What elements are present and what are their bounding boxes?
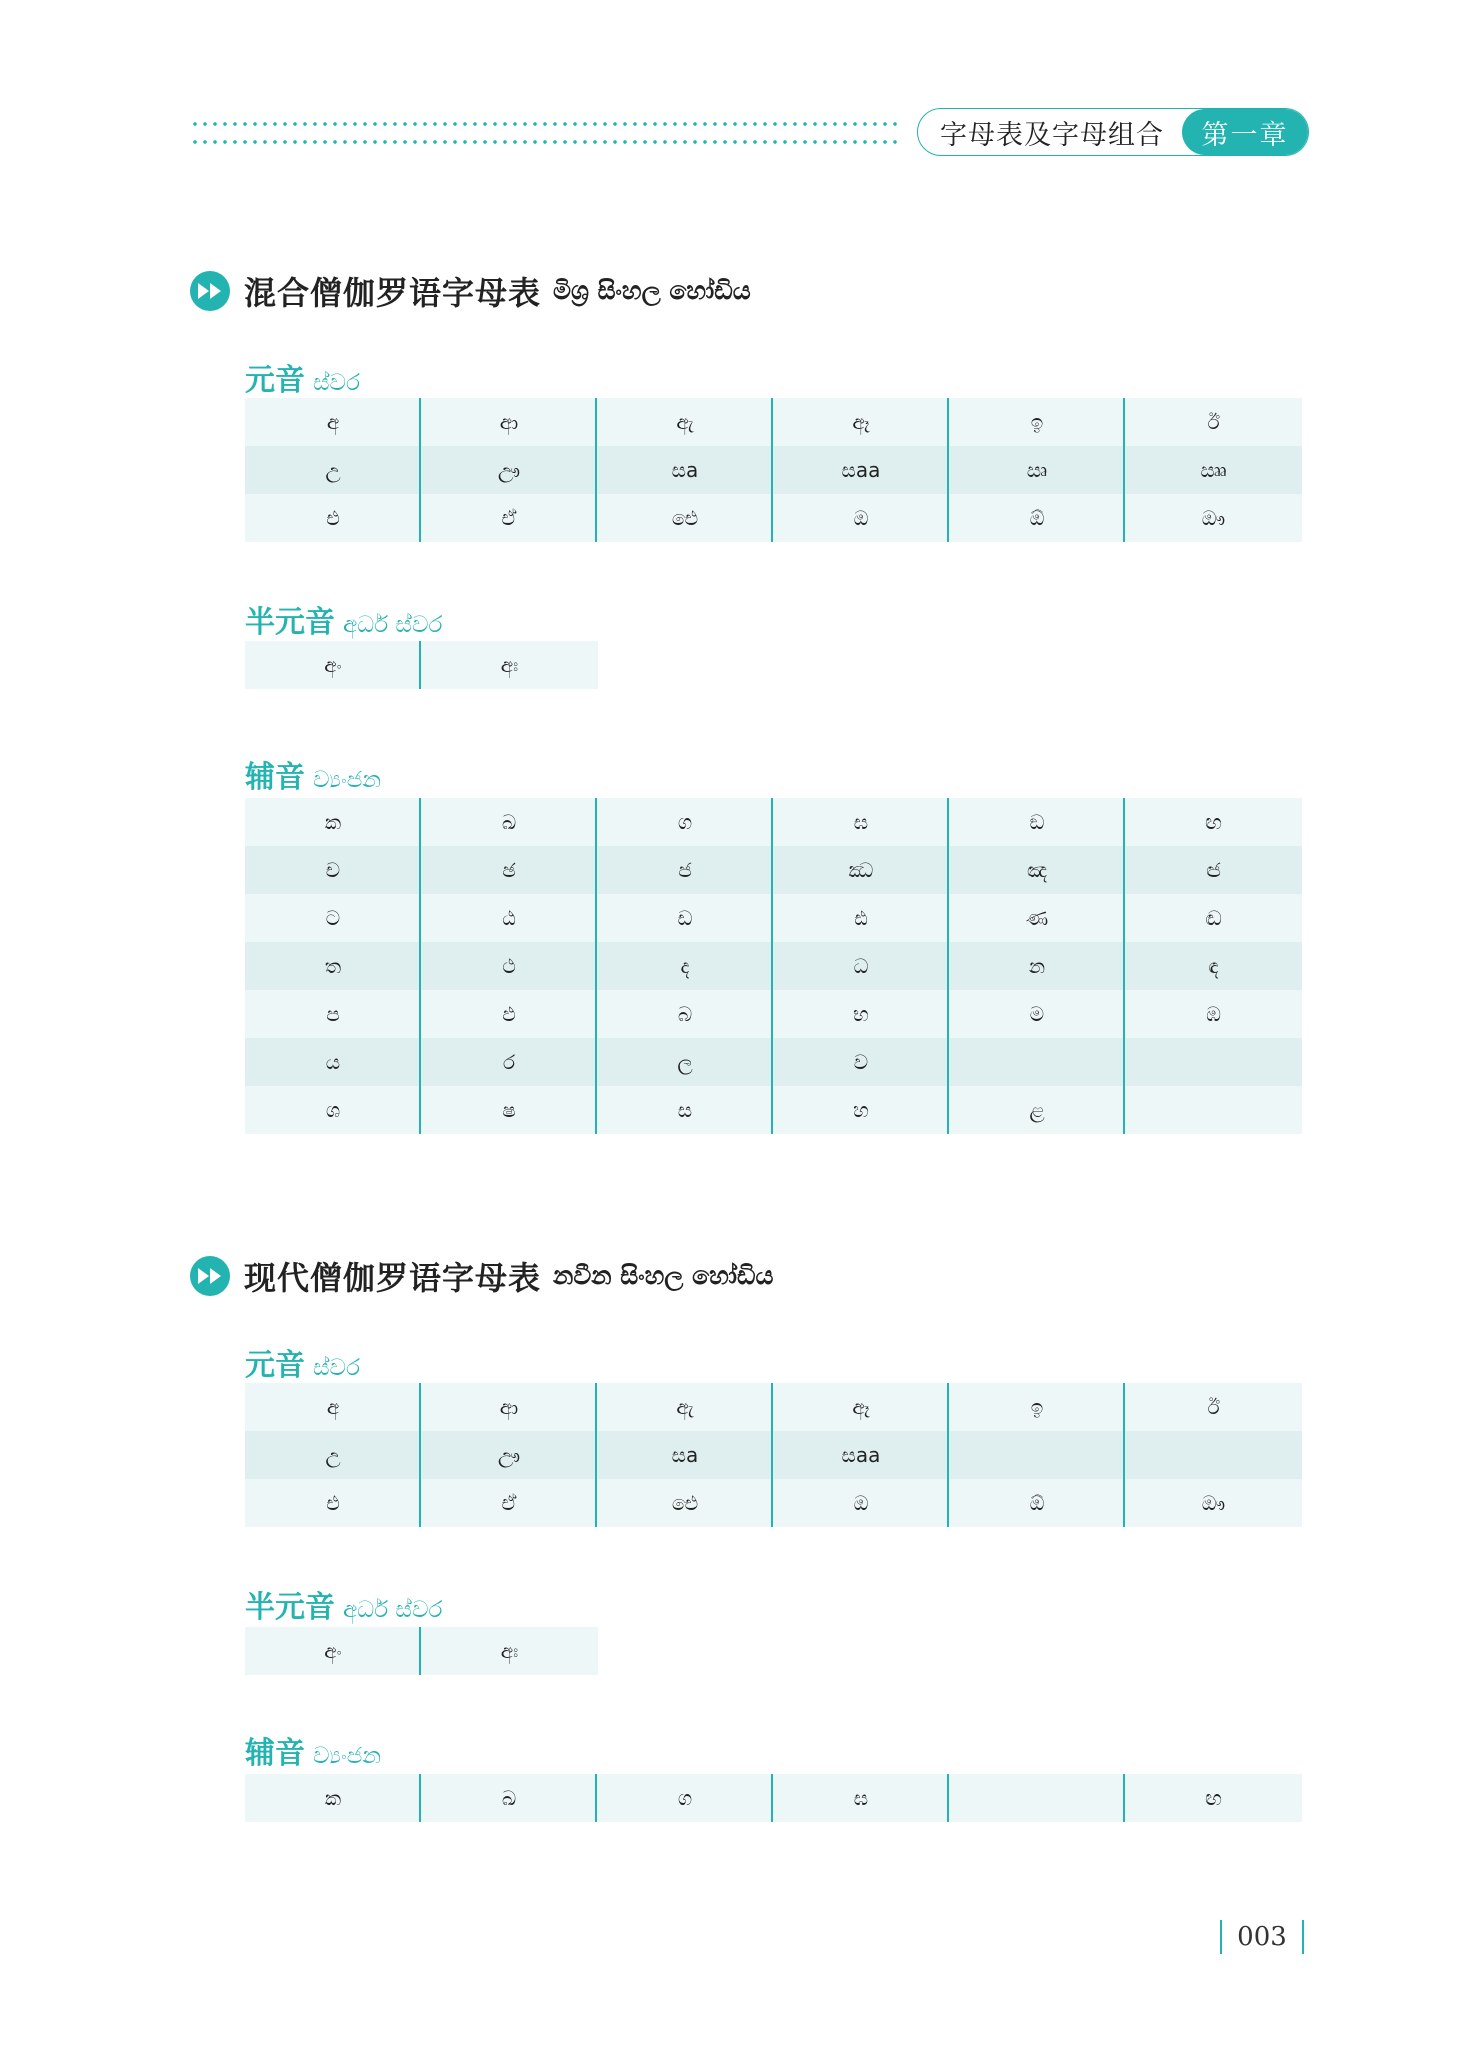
table-row bbox=[245, 990, 1302, 1038]
letter-cell: අඃ bbox=[500, 1639, 519, 1663]
letter-cell: ඳ bbox=[1208, 954, 1219, 978]
letter-cell: ඈ bbox=[773, 398, 949, 446]
letter-cell: න bbox=[949, 942, 1125, 990]
group-heading-vowels bbox=[245, 355, 360, 399]
letter-cell: ෂ bbox=[421, 1086, 597, 1134]
section-title-zh: 现代僧伽罗语字母表 bbox=[244, 1259, 542, 1297]
letter-cell: ඓ bbox=[597, 1479, 773, 1527]
table-row bbox=[245, 641, 598, 689]
letter-cell: ග bbox=[597, 798, 773, 846]
semivowel-table bbox=[245, 641, 598, 689]
letter-cell: ට bbox=[245, 894, 421, 942]
letter-cell: අඃ bbox=[500, 653, 519, 677]
letter-cell bbox=[1125, 1038, 1302, 1086]
letter-cell: උ bbox=[245, 446, 421, 494]
semivowel-table bbox=[245, 1627, 598, 1675]
group-heading-consonants bbox=[245, 752, 381, 796]
section-title-si: මිශ්‍ර සිංහල හෝඩිය bbox=[553, 276, 751, 305]
letter-cell: ධ bbox=[773, 942, 949, 990]
letter-cell: ණ bbox=[949, 894, 1125, 942]
group-heading-vowels bbox=[245, 1340, 360, 1384]
letter-cell: අ bbox=[245, 398, 421, 446]
letter-cell: සaa bbox=[773, 1431, 949, 1479]
letter-cell: ඛ bbox=[421, 798, 597, 846]
letter-cell: ර bbox=[421, 1038, 597, 1086]
letter-cell: ඇ bbox=[597, 398, 773, 446]
section-heading-mixed bbox=[190, 268, 751, 314]
letter-cell: සaa bbox=[773, 446, 949, 494]
fast-forward-icon bbox=[190, 1256, 230, 1296]
letter-cell: ඌ bbox=[421, 1431, 597, 1479]
letter-cell: ඉ bbox=[949, 1383, 1125, 1431]
letter-cell bbox=[1125, 1431, 1302, 1479]
letter-cell: ඌ bbox=[421, 446, 597, 494]
group-label-si: ස්වර bbox=[313, 370, 360, 396]
letter-cell: ආ bbox=[421, 1383, 597, 1431]
letter-cell: ක bbox=[245, 798, 421, 846]
letter-cell: ඔ bbox=[773, 494, 949, 542]
letter-cell: ඛ bbox=[421, 1774, 597, 1822]
letter-cell: ඝ bbox=[773, 1774, 949, 1822]
letter-cell: ඒ bbox=[421, 1479, 597, 1527]
letter-cell: ඵ bbox=[421, 990, 597, 1038]
table-row bbox=[245, 1086, 1302, 1134]
letter-cell: අ bbox=[245, 1383, 421, 1431]
letter-cell bbox=[949, 1431, 1125, 1479]
letter-cell: එ bbox=[245, 494, 421, 542]
group-label-zh: 辅音 bbox=[245, 1736, 305, 1771]
letter-cell: ත bbox=[245, 942, 421, 990]
letter-cell: සa bbox=[597, 446, 773, 494]
letter-cell: ය bbox=[245, 1038, 421, 1086]
chapter-title: 字母表及字母组合 bbox=[940, 119, 1164, 151]
letter-cell: ඟ bbox=[1205, 810, 1222, 834]
table-row bbox=[245, 894, 1302, 942]
table-row bbox=[245, 798, 1302, 846]
letter-cell: ජ bbox=[597, 846, 773, 894]
chapter-label: 第一章 bbox=[1182, 109, 1308, 155]
letter-cell: භ bbox=[773, 990, 949, 1038]
letter-cell: ඇ bbox=[597, 1383, 773, 1431]
letter-cell: ඣ bbox=[773, 846, 949, 894]
group-label-zh: 元音 bbox=[245, 1348, 305, 1383]
section-title-si: නවීන සිංහල හෝඩිය bbox=[553, 1261, 774, 1290]
group-label-zh: 半元音 bbox=[245, 605, 335, 640]
letter-cell: ක bbox=[245, 1774, 421, 1822]
group-label-si: ස්වර bbox=[313, 1355, 360, 1381]
letter-cell: ඦ bbox=[1206, 858, 1221, 882]
group-heading-semivowels bbox=[245, 1582, 442, 1626]
page-number-left-bar bbox=[1220, 1920, 1222, 1954]
letter-cell: ද bbox=[597, 942, 773, 990]
group-label-zh: 半元音 bbox=[245, 1590, 335, 1625]
letter-cell: උ bbox=[245, 1431, 421, 1479]
table-row bbox=[245, 398, 1302, 446]
letter-cell: ස bbox=[597, 1086, 773, 1134]
page-number-right-bar bbox=[1302, 1920, 1304, 1954]
group-label-zh: 辅音 bbox=[245, 760, 305, 795]
consonant-table bbox=[245, 798, 1302, 1134]
letter-cell: ළ bbox=[949, 1086, 1125, 1134]
group-heading-consonants bbox=[245, 1728, 381, 1772]
letter-cell: ඝ bbox=[773, 798, 949, 846]
letter-cell: ඟ bbox=[1205, 1786, 1222, 1810]
letter-cell: ඉ bbox=[949, 398, 1125, 446]
table-row bbox=[245, 1479, 1302, 1527]
letter-cell: ම bbox=[949, 990, 1125, 1038]
letter-cell: ඒ bbox=[421, 494, 597, 542]
letter-cell: ඎ bbox=[1200, 458, 1227, 482]
letter-cell: අං bbox=[245, 1627, 421, 1675]
table-row bbox=[245, 1774, 1302, 1822]
letter-cell: ඬ bbox=[1205, 906, 1222, 930]
table-row bbox=[245, 446, 1302, 494]
letter-cell: ඖ bbox=[1201, 1491, 1226, 1515]
letter-cell: ඤ bbox=[949, 846, 1125, 894]
table-row bbox=[245, 1383, 1302, 1431]
table-row bbox=[245, 1431, 1302, 1479]
letter-cell: හ bbox=[773, 1086, 949, 1134]
letter-cell: ච bbox=[245, 846, 421, 894]
group-label-zh: 元音 bbox=[245, 363, 305, 398]
group-label-si: අර්ධ ස්වර bbox=[343, 612, 443, 638]
letter-cell: ඕ bbox=[949, 494, 1125, 542]
letter-cell: ඕ bbox=[949, 1479, 1125, 1527]
letter-cell: ඊ bbox=[1207, 410, 1220, 434]
letter-cell: සa bbox=[597, 1431, 773, 1479]
letter-cell: ඞ bbox=[949, 798, 1125, 846]
letter-cell: ප bbox=[245, 990, 421, 1038]
header-dotted-rule-bottom bbox=[190, 140, 898, 144]
table-row bbox=[245, 494, 1302, 542]
letter-cell: ග bbox=[597, 1774, 773, 1822]
letter-cell: ඪ bbox=[773, 894, 949, 942]
group-label-si: ව්‍යංජන bbox=[313, 1743, 382, 1769]
section-heading-modern bbox=[190, 1253, 774, 1299]
chapter-tag bbox=[917, 108, 1309, 156]
table-row bbox=[245, 1627, 598, 1675]
letter-cell: ඩ bbox=[597, 894, 773, 942]
letter-cell: ඓ bbox=[597, 494, 773, 542]
header-dotted-rule-top bbox=[190, 122, 898, 126]
group-heading-semivowels bbox=[245, 597, 442, 641]
table-row bbox=[245, 942, 1302, 990]
letter-cell: බ bbox=[597, 990, 773, 1038]
letter-cell: ඹ bbox=[1206, 1002, 1221, 1026]
letter-cell: එ bbox=[245, 1479, 421, 1527]
table-row bbox=[245, 1038, 1302, 1086]
table-row bbox=[245, 846, 1302, 894]
letter-cell: ඍ bbox=[949, 446, 1125, 494]
letter-cell: ශ bbox=[245, 1086, 421, 1134]
letter-cell: අං bbox=[245, 641, 421, 689]
letter-cell bbox=[949, 1774, 1125, 1822]
group-label-si: අර්ධ ස්වර bbox=[343, 1597, 443, 1623]
letter-cell: ඡ bbox=[421, 846, 597, 894]
page-number-text: 003 bbox=[1237, 1922, 1287, 1952]
fast-forward-icon bbox=[190, 271, 230, 311]
letter-cell: ඔ bbox=[773, 1479, 949, 1527]
letter-cell: ව bbox=[773, 1038, 949, 1086]
letter-cell bbox=[949, 1038, 1125, 1086]
vowel-table bbox=[245, 1383, 1302, 1527]
letter-cell bbox=[1125, 1086, 1302, 1134]
letter-cell: ල bbox=[597, 1038, 773, 1086]
letter-cell: ඖ bbox=[1201, 506, 1226, 530]
group-label-si: ව්‍යංජන bbox=[313, 767, 382, 793]
letter-cell: ථ bbox=[421, 942, 597, 990]
letter-cell: ඨ bbox=[421, 894, 597, 942]
consonant-table bbox=[245, 1774, 1302, 1822]
vowel-table bbox=[245, 398, 1302, 542]
letter-cell: ඊ bbox=[1207, 1395, 1220, 1419]
letter-cell: ඈ bbox=[773, 1383, 949, 1431]
section-title-zh: 混合僧伽罗语字母表 bbox=[244, 274, 542, 312]
page-number bbox=[1220, 1920, 1304, 1954]
letter-cell: ආ bbox=[421, 398, 597, 446]
